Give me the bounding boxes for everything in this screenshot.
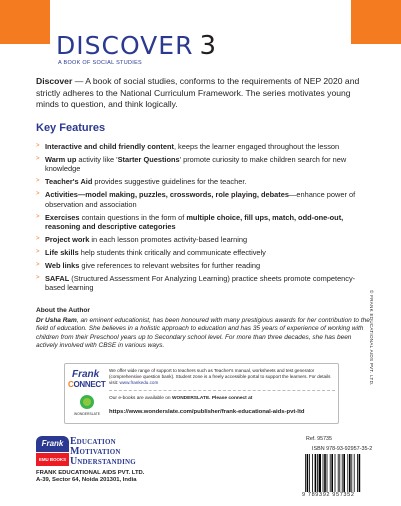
orange-corner-right: [351, 0, 401, 44]
barcode-bar: [305, 454, 306, 492]
barcode-bar: [309, 454, 310, 492]
key-feature-item: [36, 142, 368, 151]
publisher-name: FRANK EDUCATIONAL AIDS PVT. LTD.: [36, 470, 145, 476]
feature-text: —enhance power of observation and association: [45, 190, 356, 209]
feature-bold-text: Activities—model making, puzzles, crosswords, role playing, debates: [45, 190, 289, 200]
chevron-right-icon: >: [36, 274, 40, 281]
barcode-bar: [359, 454, 361, 492]
emu-word: OTIVATION: [79, 448, 121, 456]
feature-bold-text: Project work: [45, 234, 90, 244]
orange-corner-left: [0, 0, 50, 44]
feature-text: (Structured Assessment For Analyzing Learning) practice sheets promote competency-based learning: [45, 273, 356, 293]
barcode-bar: [324, 454, 326, 492]
feature-text: ' promote curiosity to make children search for new knowledge: [45, 154, 347, 174]
book-number: 3: [199, 31, 218, 61]
barcode-bar: [351, 454, 352, 492]
chevron-right-icon: >: [36, 213, 40, 220]
frankedu-link[interactable]: www.frankedu.com: [119, 379, 159, 385]
key-feature-item: [36, 177, 368, 186]
chevron-right-icon: >: [36, 248, 40, 255]
connect-description: [109, 368, 337, 385]
barcode: [304, 454, 382, 492]
feature-bold-text: Life skills: [45, 247, 79, 257]
intro-paragraph: [36, 76, 368, 111]
feature-bold-text: Web links: [45, 260, 80, 270]
emu-letter: E: [70, 436, 77, 447]
chevron-right-icon: >: [36, 261, 40, 268]
key-feature-item: [36, 248, 368, 257]
feature-bold-text: Interactive and child friendly content: [45, 142, 174, 151]
frank-logo-top: Frank: [36, 436, 69, 452]
book-title-word: DISCOVER: [56, 31, 194, 60]
connect-divider: [109, 390, 335, 391]
ws-text-bold: WONDERSLATE. Please connect at: [171, 396, 253, 401]
intro-bold: Discover: [36, 76, 73, 86]
key-features-heading: Key Features: [36, 122, 106, 134]
frank-connect-logo-bottom: [68, 380, 105, 389]
publisher-block: [36, 470, 144, 485]
feature-bold-text: Warm up: [45, 154, 77, 164]
emu-letter: U: [70, 456, 78, 467]
wonderslate-link[interactable]: https://www.wonderslate.com/publisher/frank-educational-aids-pvt-ltd: [109, 409, 305, 415]
connect-text: We offer wide range of support to teachers such as Teacher's manual, worksheets and test generator (comprehensive question bank). Student zone is a freely accessible portal to support the learners. For details visit:: [109, 368, 331, 385]
barcode-bar: [331, 454, 333, 492]
author-bio: , an eminent educationist, has been honoured with many prestigious awards for her contribution to the field of education. She believes in a holistic approach to education and has 35 years of experience of working with children from their Preschool years up to Secondary school level. For more than three decades, she has been actively involved with CBSE in various ways.: [36, 317, 370, 350]
emu-row-motivation: [70, 447, 150, 457]
wonderslate-text: [109, 396, 337, 403]
key-features-list: [36, 142, 368, 296]
emu-row-education: [70, 437, 150, 447]
chevron-right-icon: >: [36, 191, 40, 198]
barcode-number: 9 789392 957352: [302, 492, 355, 498]
key-feature-item: [36, 155, 368, 174]
feature-text: provides suggestive guidelines for the teacher.: [92, 177, 247, 187]
feature-bold-text: SAFAL: [45, 273, 70, 283]
barcode-bar: [342, 454, 343, 492]
brand-header: [56, 33, 217, 66]
emu-word: DUCATION: [76, 438, 116, 446]
feature-text: help students think critically and communicate effectively: [78, 247, 266, 257]
emu-letter: M: [70, 446, 80, 457]
wonderslate-logo: [71, 395, 103, 421]
chevron-right-icon: >: [36, 235, 40, 242]
about-author-heading: About the Author: [36, 307, 90, 314]
barcode-bar: [339, 454, 340, 492]
chevron-right-icon: >: [36, 155, 40, 162]
barcode-bar: [347, 454, 348, 492]
barcode-bar: [319, 454, 321, 492]
feature-text: in each lesson promotes activity-based learning: [89, 234, 248, 244]
connect-logo-rest: ONNECT: [73, 380, 106, 389]
frank-connect-box: [64, 363, 339, 424]
emu-word: NDERSTANDING: [77, 458, 136, 466]
feature-text: activity like ': [76, 154, 118, 164]
frank-logo-bottom: EMU BOOKS: [36, 453, 69, 466]
chevron-right-icon: >: [36, 143, 40, 149]
book-subtitle: A BOOK OF SOCIAL STUDIES: [58, 60, 143, 66]
frank-connect-logo-top: Frank: [72, 369, 100, 380]
copyright-vertical: © FRANK EDUCATIONAL AIDS PVT. LTD.: [369, 290, 374, 386]
key-feature-item: [36, 235, 368, 244]
barcode-bar: [315, 454, 317, 492]
barcode-bar: [312, 454, 313, 492]
barcode-bar: [354, 454, 355, 492]
barcode-bar: [323, 454, 324, 492]
feature-bold-text: Teacher's Aid: [45, 177, 93, 187]
isbn: ISBN 978-93-92957-35-2: [312, 446, 373, 452]
feature-text: give references to relevant websites for further reading: [79, 260, 261, 270]
emu-row-understanding: [70, 457, 150, 467]
frank-emu-books-logo: [36, 436, 69, 469]
barcode-bar: [327, 454, 328, 492]
key-feature-item: [36, 261, 368, 270]
feature-text: , keeps the learner engaged throughout the lesson: [173, 142, 340, 151]
frank-connect-logo: [68, 369, 106, 391]
barcode-bar: [338, 454, 339, 492]
barcode-bar: [357, 454, 358, 492]
feature-bold-text: multiple choice, fill ups, match, odd-one-out, reasoning and descriptive categories: [45, 212, 344, 231]
intro-text: — A book of social studies, conforms to the requirements of NEP 2020 and strictly adheres to the National Curriculum Framework. The series motivates young minds to question, and think logically.: [36, 76, 360, 109]
publisher-address: A-39, Sector 64, Noida 201301, India: [36, 477, 137, 484]
barcode-bar: [317, 454, 318, 492]
barcode-bar: [335, 454, 336, 492]
wonderslate-label: WONDERSLATE: [74, 412, 100, 416]
feature-text: contain questions in the form of: [79, 212, 187, 222]
ws-text-plain: Our e-books are available on: [109, 396, 172, 401]
barcode-bar: [307, 454, 309, 492]
author-name: Dr Usha Ram: [36, 317, 77, 324]
chevron-right-icon: >: [36, 178, 40, 185]
emu-tagline: [70, 437, 150, 467]
about-author-text: [36, 317, 370, 351]
key-feature-item: [36, 190, 368, 209]
key-feature-item: [36, 213, 368, 232]
connect-logo-c: C: [68, 380, 74, 389]
key-feature-item: [36, 274, 368, 293]
wonderslate-icon: [80, 395, 94, 409]
book-title: [56, 33, 217, 59]
feature-bold-text: Starter Questions: [117, 154, 180, 164]
barcode-bar: [343, 454, 345, 492]
barcode-bar: [330, 454, 331, 492]
feature-bold-text: Exercises: [45, 212, 80, 222]
barcode-bar: [349, 454, 351, 492]
reference-number: Ref. 95735: [306, 436, 332, 442]
